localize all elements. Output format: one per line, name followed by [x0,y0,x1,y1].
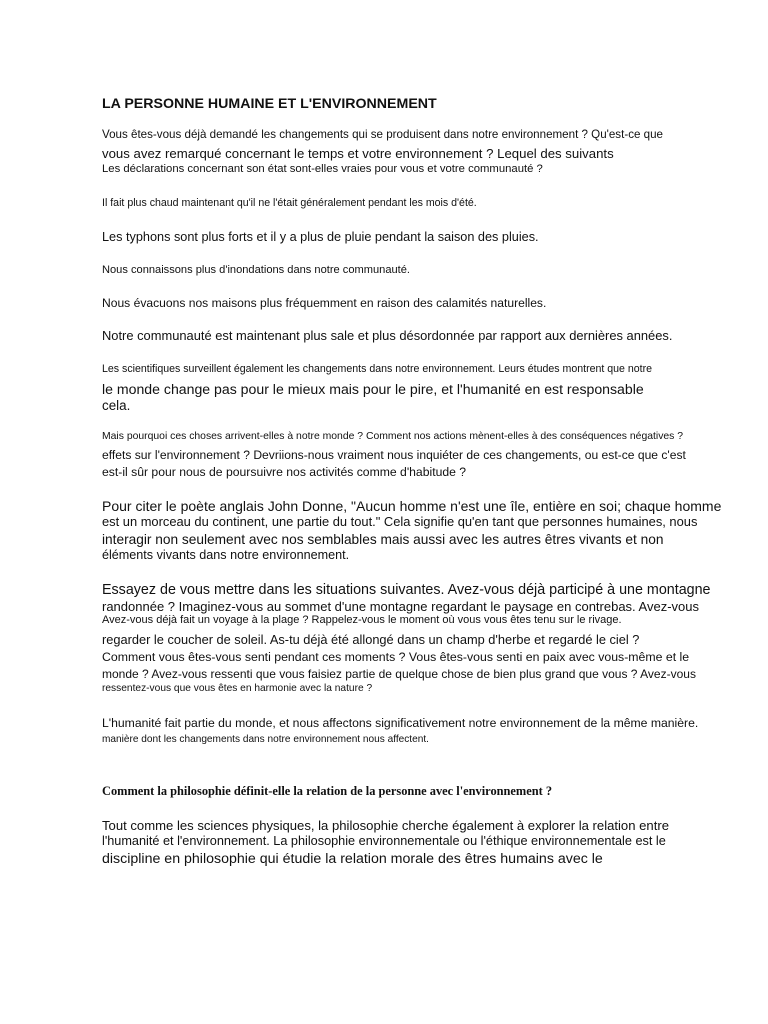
question-line-3: est-il sûr pour nous de poursuivre nos activités comme d'habitude ? [102,465,467,479]
statement-4: Nous évacuons nos maisons plus fréquemment en raison des calamités naturelles. [102,296,547,310]
situations-line-2: randonnée ? Imaginez-vous au sommet d'une montagne regardant le paysage en contrebas. Avez-vous [102,599,700,614]
page-title: LA PERSONNE HUMAINE ET L'ENVIRONNEMENT [102,96,437,112]
intro-line-3: Les déclarations concernant son état sont-elles vraies pour vous et votre communauté ? [102,163,543,175]
science-line-1: Les scientifiques surveillent également les changements dans notre environnement. Leurs études montrent que notre [102,363,653,375]
situations-line-6: monde ? Avez-vous ressenti que vous faisiez partie de quelque chose de bien plus grand que vous ? Avez-vous [102,667,696,681]
question-line-2: effets sur l'environnement ? Devriions-nous vraiment nous inquiéter de ces changements, ou est-ce que c'est [102,448,686,462]
humanity-line-2: manière dont les changements dans notre environnement nous affectent. [102,734,429,745]
humanity-line-1: L'humanité fait partie du monde, et nous affectons significativement notre environnement de la même manière. [102,716,699,730]
donne-line-3: interagir non seulement avec nos semblables mais aussi avec les autres êtres vivants et non [102,532,664,547]
science-line-3: cela. [102,398,131,413]
section-heading: Comment la philosophie définit-elle la relation de la personne avec l'environnement ? [102,784,553,798]
intro-line-2: vous avez remarqué concernant le temps et votre environnement ? Lequel des suivants [102,146,614,161]
situations-line-7: ressentez-vous que vous êtes en harmonie avec la nature ? [102,683,373,694]
situations-line-3: Avez-vous déjà fait un voyage à la plage ? Rappelez-vous le moment où vous vous êtes tenu sur le rivage. [102,614,622,626]
donne-line-1: Pour citer le poète anglais John Donne, "Aucun homme n'est une île, entière en soi; chaque homme [102,498,722,514]
situations-line-4: regarder le coucher de soleil. As-tu déjà été allongé dans un champ d'herbe et regardé le ciel ? [102,632,640,647]
question-line-1: Mais pourquoi ces choses arrivent-elles à notre monde ? Comment nos actions mènent-elles à des conséquences négatives ? [102,431,684,442]
donne-line-2: est un morceau du continent, une partie du tout." Cela signifie qu'en tant que personnes humaines, nous [102,514,698,529]
philosophy-line-1: Tout comme les sciences physiques, la philosophie cherche également à explorer la relation entre [102,818,669,833]
statement-1: Il fait plus chaud maintenant qu'il ne l'était généralement pendant les mois d'été. [102,197,477,209]
statement-2: Les typhons sont plus forts et il y a plus de pluie pendant la saison des pluies. [102,230,539,244]
statement-5: Notre communauté est maintenant plus sale et plus désordonnée par rapport aux dernières années. [102,328,673,343]
science-line-2: le monde change pas pour le mieux mais pour le pire, et l'humanité en est responsable [102,381,644,397]
philosophy-line-2: l'humanité et l'environnement. La philosophie environnementale ou l'éthique environnementale est le [102,834,666,848]
intro-line-1: Vous êtes-vous déjà demandé les changements qui se produisent dans notre environnement ? Qu'est-ce que [102,128,664,141]
situations-line-5: Comment vous êtes-vous senti pendant ces moments ? Vous êtes-vous senti en paix avec vous-même et le [102,650,690,664]
statement-3: Nous connaissons plus d'inondations dans notre communauté. [102,264,411,276]
philosophy-line-3: discipline en philosophie qui étudie la relation morale des êtres humains avec le [102,851,603,867]
situations-line-1: Essayez de vous mettre dans les situations suivantes. Avez-vous déjà participé à une montagne [102,582,711,598]
donne-line-4: éléments vivants dans notre environnement. [102,548,350,562]
